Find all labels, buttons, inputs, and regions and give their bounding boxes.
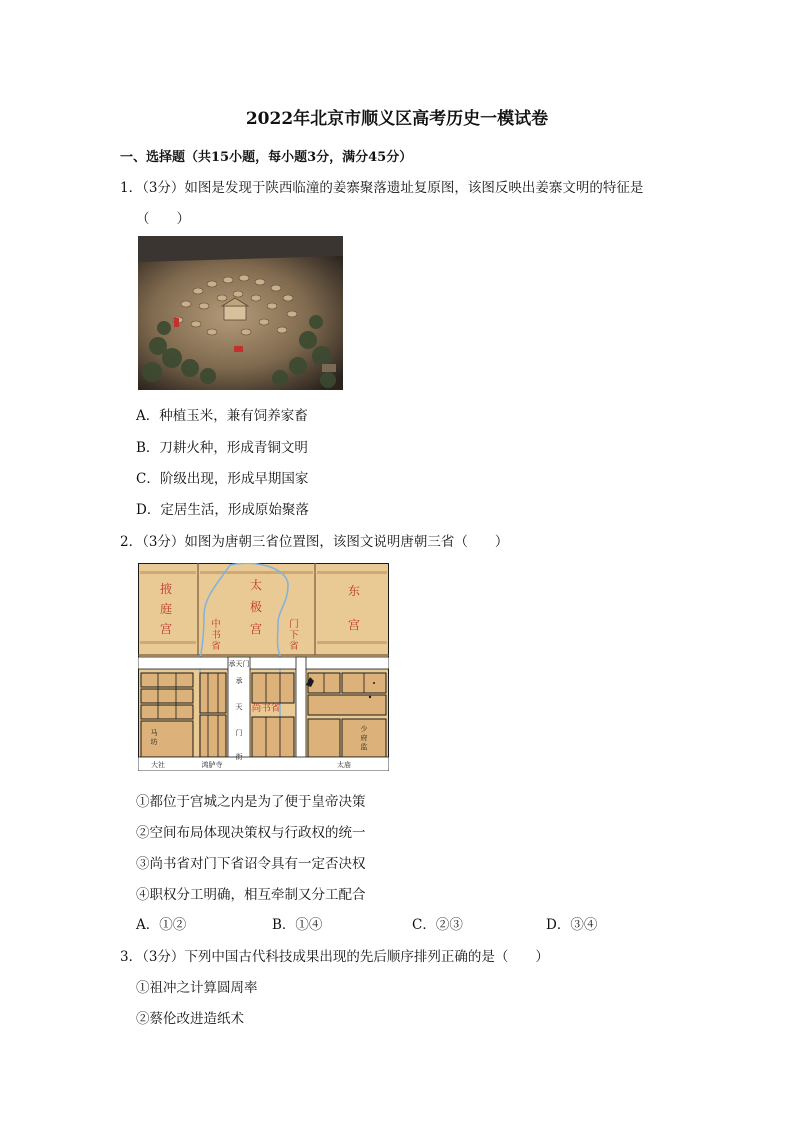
- question-2-choices: [136, 913, 616, 933]
- question-2-statement-2: ②空间布局体现决策权与行政权的统一: [136, 825, 366, 841]
- question-2-stem: 2．（3分）如图为唐朝三省位置图，该图文说明唐朝三省（ ）: [120, 534, 509, 550]
- map-label-tai-miao: 太庙: [337, 761, 351, 769]
- question-2-choice-d: D．③④: [546, 917, 598, 933]
- question-3-statement-1: ①祖冲之计算圆周率: [136, 980, 258, 996]
- map-label-tai-ji-3: 宫: [249, 622, 263, 636]
- question-2-statement-4: ④职权分工明确，相互牵制又分工配合: [136, 887, 366, 903]
- map-label-cheng-tian-men: 承天门: [228, 660, 250, 668]
- question-1-option-d: D．定居生活，形成原始聚落: [136, 502, 309, 518]
- question-1-answer-blank: （ ）: [136, 211, 190, 227]
- map-label-tai-ji-1: 太: [249, 578, 263, 592]
- question-2-statement-3: ③尚书省对门下省诏令具有一定否决权: [136, 856, 366, 872]
- question-1-stem: 1．（3分）如图是发现于陕西临潼的姜寨聚落遗址复原图，该图反映出姜寨文明的特征是: [120, 180, 644, 196]
- map-label-ma-fang-1: 马: [150, 729, 158, 737]
- question-1-option-b: B．刀耕火种，形成青铜文明: [136, 440, 308, 456]
- section-heading: 一、选择题（共15小题，每小题3分，满分45分）: [120, 150, 413, 165]
- map-label-zhong-shu-2: 书: [211, 630, 221, 641]
- map-label-ye-ting-3: 宫: [159, 622, 173, 636]
- map-label-street-3: 门: [235, 729, 243, 737]
- map-label-shao-fu-1: 少: [360, 725, 368, 733]
- map-label-street-4: 街: [235, 753, 243, 761]
- map-label-zhong-shu-1: 中: [211, 619, 221, 630]
- map-label-men-xia-1: 门: [289, 619, 299, 630]
- map-label-dong-1: 东: [347, 584, 361, 598]
- map-label-shao-fu-3: 监: [360, 743, 368, 751]
- map-label-street-2: 天: [235, 703, 243, 711]
- page-title: 2022年北京市顺义区高考历史一模试卷: [245, 109, 549, 129]
- map-label-zhong-shu-3: 省: [211, 641, 221, 652]
- map-label-tai-she: 大社: [151, 761, 165, 769]
- map-label-tai-ji-2: 极: [249, 600, 263, 614]
- map-label-men-xia-3: 省: [289, 641, 299, 652]
- question-3-statement-2: ②蔡伦改进造纸术: [136, 1011, 244, 1027]
- question-2-choice-a: A．①②: [136, 917, 187, 933]
- map-label-street-1: 承: [235, 677, 243, 685]
- map-label-dong-2: 宫: [347, 618, 361, 632]
- question-2-choice-b: B．①④: [272, 917, 323, 933]
- question-1-option-c: C．阶级出现，形成早期国家: [136, 471, 309, 487]
- map-label-men-xia-2: 下: [289, 630, 299, 641]
- map-label-ye-ting-2: 庭: [159, 602, 173, 616]
- map-label-shang-shu: 尚书省: [251, 703, 281, 714]
- map-label-ma-fang-2: 坊: [150, 738, 158, 746]
- map-label-ye-ting-1: 掖: [159, 582, 173, 596]
- question-2-statement-1: ①都位于宫城之内是为了便于皇帝决策: [136, 794, 366, 810]
- map-label-shao-fu-2: 府: [360, 734, 368, 742]
- jiangzhai-settlement-photo: [138, 236, 343, 390]
- question-1-option-a: A．种植玉米，兼有饲养家畜: [136, 408, 308, 424]
- question-2-choice-c: C．②③: [412, 917, 463, 933]
- tang-three-departments-map: [138, 563, 389, 771]
- question-3-stem: 3．（3分）下列中国古代科技成果出现的先后顺序排列正确的是（ ）: [120, 949, 549, 965]
- map-label-hong-lu-si: 鸿胪寺: [201, 761, 223, 769]
